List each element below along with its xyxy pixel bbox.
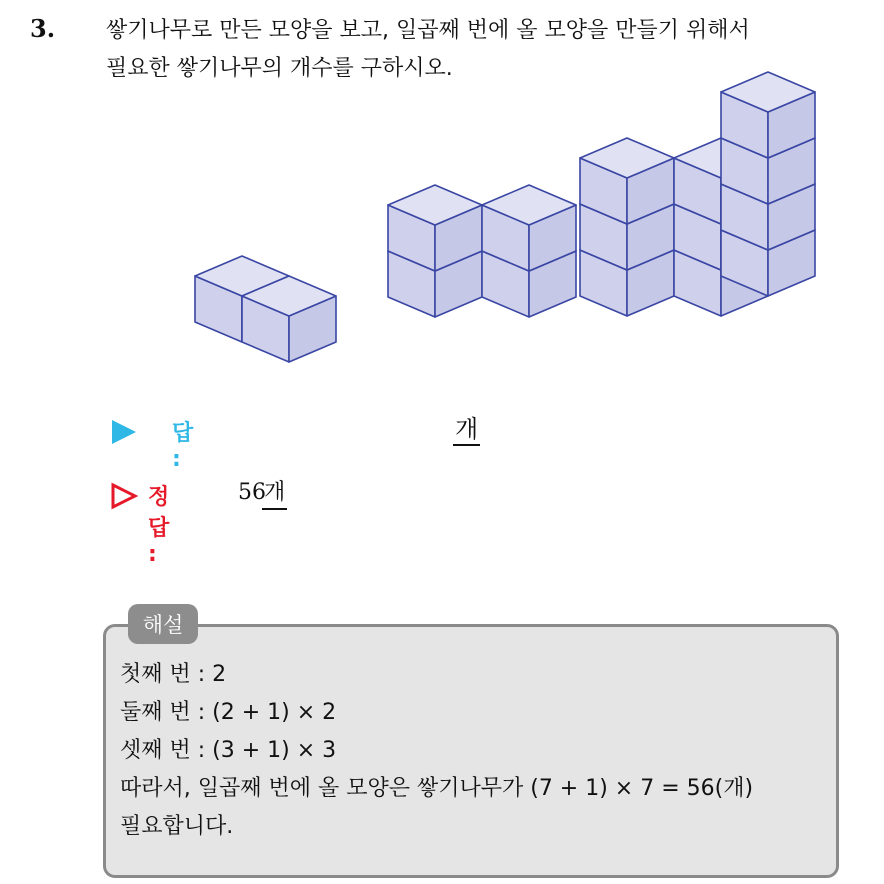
solution-line-4: 따라서, 일곱째 번에 올 모양은 쌓기나무가 (7 + 1) × 7 = 56(개): [120, 776, 754, 801]
correct-unit: 개: [262, 478, 287, 510]
correct-value: 56: [238, 480, 266, 505]
solution-line-5: 필요합니다.: [120, 814, 234, 839]
solution-tab: 해설: [128, 604, 198, 644]
solution-lines: [120, 656, 840, 846]
answer-triangle-icon: [110, 418, 140, 448]
question-number: 3.: [30, 14, 56, 43]
solution-line-1: 첫째 번 : 2: [120, 662, 227, 687]
correct-triangle-outline-icon: [110, 482, 140, 512]
question-line-2: 필요한 쌓기나무의 개수를 구하시오.: [106, 56, 453, 81]
solution-line-3: 셋째 번 : (3 + 1) × 3: [120, 738, 337, 763]
solution-line-2: 둘째 번 : (2 + 1) × 2: [120, 700, 337, 725]
answer-label: 답 :: [172, 421, 194, 472]
correct-label: 정답 :: [148, 485, 170, 567]
cube-figure: [0, 0, 884, 400]
cube-shapes: [195, 72, 815, 362]
answer-unit[interactable]: 개: [453, 414, 480, 446]
question-line-1: 쌓기나무로 만든 모양을 보고, 일곱째 번에 올 모양을 만들기 위해서: [106, 18, 750, 43]
